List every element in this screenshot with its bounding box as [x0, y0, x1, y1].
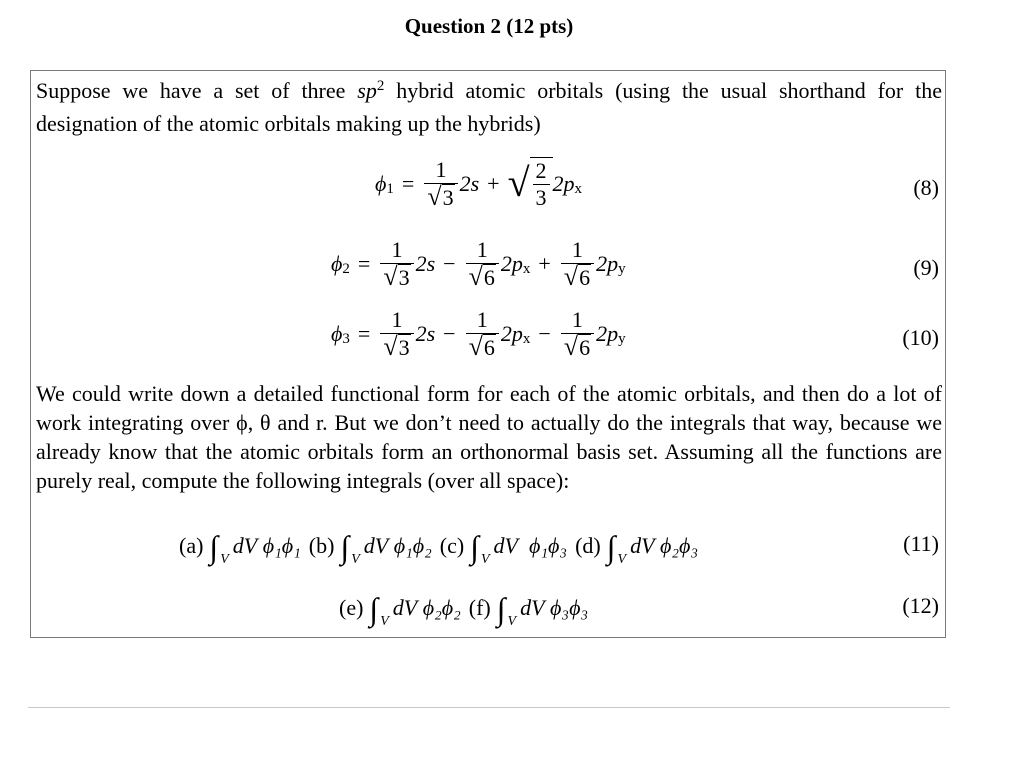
orbital-2px: 2p: [552, 171, 575, 196]
body-paragraph: We could write down a detailed functional form for each of the atomic orbitals, and then do a lot of work integrating over ϕ, θ and r. But we don’t need to actually do the integrals that way, because we already know that the atomic orbitals form an orthonormal basis set. Assuming all the functions are purely real, compute the following integrals (over all space):: [36, 381, 942, 493]
question-box: [30, 70, 946, 638]
sp-superscript: 2: [376, 78, 385, 94]
fraction-1-sqrt3: 1 √ 3: [424, 157, 457, 211]
phi-symbol: ϕ: [375, 171, 387, 196]
phi-subscript: 1: [386, 180, 394, 197]
equation-number-8: (8): [913, 175, 939, 200]
intro-paragraph: [36, 76, 942, 138]
equation-number-9: (9): [913, 255, 939, 280]
equation-12: (e) ∫ V dV ϕ₂ϕ₂ (f) ∫ V dV ϕ₃ϕ₃ (12): [339, 591, 939, 629]
equation-number-11: (11): [903, 531, 939, 556]
equation-10: ϕ 3 = 1 √ 3 2s − 1 √ 6 2p x − 1 √ 6 2p y (10): [331, 307, 939, 361]
equation-number-12: (12): [902, 593, 939, 618]
equation-11: (a) ∫ V dV ϕ₁ϕ₁ (b) ∫ V dV ϕ₁ϕ₂ (c) ∫ V dV ϕ₁ϕ₃ (d) ∫ V dV ϕ₂ϕ₃ (11): [179, 529, 939, 567]
equation-number-10: (10): [902, 325, 939, 350]
sp-text: sp: [357, 78, 377, 103]
intro-text-a: Suppose we have a set of three: [36, 78, 358, 103]
question-title: Question 2 (12 pts): [404, 14, 574, 38]
divider: [28, 707, 950, 708]
equation-8: ϕ 1 = 1 √ 3 2s + √ $\frac{2}{3}$ 2p x (8): [375, 157, 939, 211]
intro-text-b: hybrid atomic orbitals (using the usual shorthand for the designation of the atomic orbitals making up the hybrids): [36, 78, 942, 136]
sqrt-2-over-3: √ $\frac{2}{3}$: [508, 157, 553, 211]
orbital-2s: 2s: [459, 171, 480, 196]
equation-9: ϕ 2 = 1 √ 3 2s − 1 √ 6 2p x + 1 √ 6 2p y (9): [331, 237, 939, 291]
